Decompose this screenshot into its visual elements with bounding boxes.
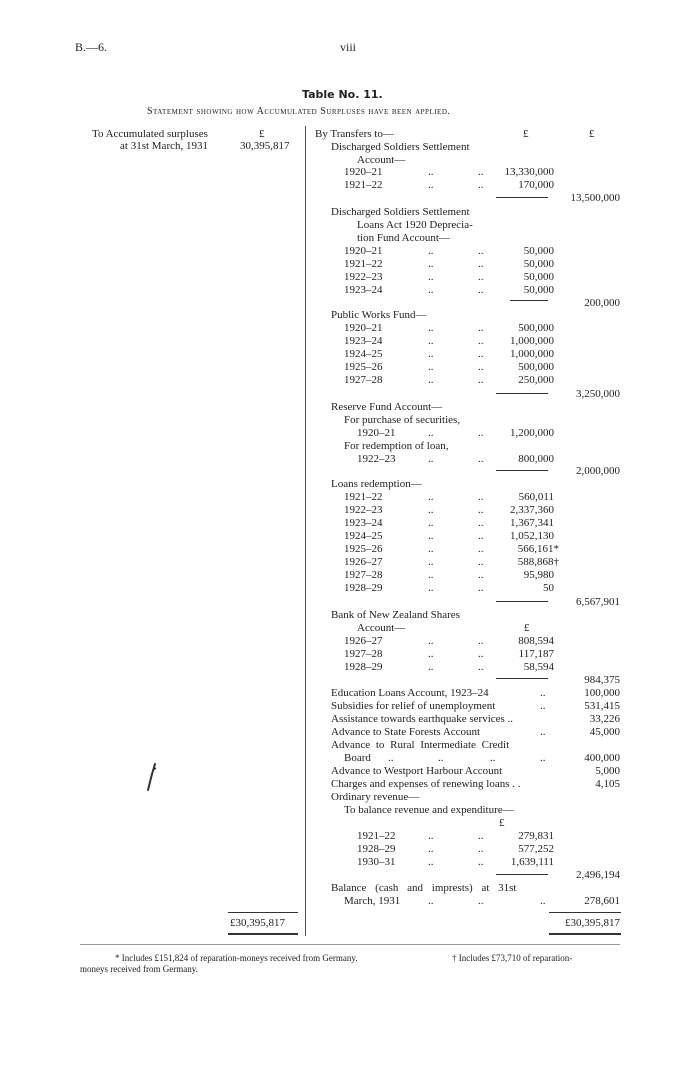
dss-row-dots: .. (478, 179, 484, 191)
dssl-row-amount: 50,000 (523, 284, 554, 296)
pwf-row-dots: .. (428, 335, 434, 347)
ordinary-row-year: 1928–29 (357, 843, 396, 855)
pwf-row-year: 1920–21 (344, 322, 383, 334)
left-line-1: To Accumulated surpluses (92, 128, 208, 140)
bnz-row-dots: .. (428, 648, 434, 660)
by-transfers-label: By Transfers to— (315, 128, 394, 140)
rural-credit-amount: 400,000 (584, 752, 620, 764)
table-title: Table No. 11. (302, 88, 383, 101)
bnz-row-dots: .. (478, 648, 484, 660)
ordinary-heading: Ordinary revenue— (331, 791, 420, 803)
right-total-rule-top (549, 912, 621, 913)
misc-label: Assistance towards earthquake services .. (331, 713, 514, 725)
lr-row-amount: 566,161* (517, 543, 559, 555)
rfa-subtotal-rule (496, 470, 548, 471)
lr-row-dots: .. (428, 582, 434, 594)
ordinary-row-year: 1930–31 (357, 856, 396, 868)
dssl-row-dots: .. (428, 258, 434, 270)
rural-dots: .. (438, 752, 444, 764)
dssl-row-year: 1922–23 (344, 271, 383, 283)
bnz-row-amount: 117,187 (518, 648, 554, 660)
pwf-row-dots: .. (478, 335, 484, 347)
dssl-row-year: 1923–24 (344, 284, 383, 296)
ordinary-total: 2,496,194 (576, 869, 620, 881)
dssl-row-amount: 50,000 (523, 245, 554, 257)
dssl-row-year: 1920–21 (344, 245, 383, 257)
rfa-purchase-amount: 1,200,000 (510, 427, 554, 439)
lr-row-year: 1925–26 (344, 543, 383, 555)
dssl-row-dots: .. (478, 258, 484, 270)
renewing-loans-amount: 4,105 (595, 778, 620, 790)
lr-row-amount: 588,868† (517, 556, 559, 568)
misc-amount: 33,226 (589, 713, 620, 725)
dssl-row-year: 1921–22 (344, 258, 383, 270)
rfa-row-dots: .. (478, 453, 484, 465)
lr-row-amount: 1,367,341 (510, 517, 554, 529)
pwf-row-dots: .. (428, 374, 434, 386)
lr-total: 6,567,901 (576, 596, 620, 608)
lr-row-dots: .. (478, 491, 484, 503)
misc-label: Education Loans Account, 1923–24 (331, 687, 489, 699)
left-total: £30,395,817 (230, 917, 285, 929)
renewing-loans-label: Charges and expenses of renewing loans . . (331, 778, 521, 790)
pwf-row-year: 1927–28 (344, 374, 383, 386)
lr-row-amount: 2,337,360 (510, 504, 554, 516)
balance-label-1: Balance (cash and imprests) at 31st (331, 882, 517, 894)
dss-row-amount: 13,330,000 (504, 166, 554, 178)
pwf-row-dots: .. (428, 361, 434, 373)
pwf-row-dots: .. (478, 374, 484, 386)
dssl-heading-1: Discharged Soldiers Settlement (331, 206, 470, 218)
lr-row-dots: .. (478, 569, 484, 581)
pwf-row-year: 1925–26 (344, 361, 383, 373)
ordinary-subheading: To balance revenue and expenditure— (344, 804, 514, 816)
left-total-rule-top (228, 912, 298, 913)
lr-row-year: 1927–28 (344, 569, 383, 581)
ordinary-row-year: 1921–22 (357, 830, 396, 842)
lr-row-dots: .. (428, 491, 434, 503)
bnz-row-dots: .. (428, 661, 434, 673)
lr-row-dots: .. (478, 504, 484, 516)
pwf-row-year: 1923–24 (344, 335, 383, 347)
ordinary-row-dots: .. (428, 856, 434, 868)
misc-label: Advance to State Forests Account (331, 726, 481, 738)
rural-credit-label-2: Board (344, 752, 371, 764)
rfa-row-dots: .. (428, 453, 434, 465)
table-subtitle: Statement showing how Accumulated Surpluses have been applied. (147, 106, 451, 117)
bnz-row-year: 1928–29 (344, 661, 383, 673)
bnz-subtotal-rule (496, 678, 548, 679)
pwf-row-amount: 500,000 (518, 361, 554, 373)
rfa-total: 2,000,000 (576, 465, 620, 477)
pwf-row-amount: 1,000,000 (510, 348, 554, 360)
dss-row-year: 1921–22 (344, 179, 383, 191)
dss-row-dots: .. (428, 166, 434, 178)
lr-row-dots: .. (478, 517, 484, 529)
ordinary-row-dots: .. (428, 830, 434, 842)
lr-row-dots: .. (478, 530, 484, 542)
pwf-subtotal-rule (496, 393, 548, 394)
rfa-redemption-amount: 800,000 (518, 453, 554, 465)
dssl-row-amount: 50,000 (523, 271, 554, 283)
pwf-row-dots: .. (478, 322, 484, 334)
dssl-row-dots: .. (478, 245, 484, 257)
ink-mark-icon (145, 762, 159, 792)
pwf-row-amount: 500,000 (518, 322, 554, 334)
lr-row-dots: .. (428, 504, 434, 516)
ordinary-row-dots: .. (478, 843, 484, 855)
dss-row-dots: .. (428, 179, 434, 191)
bnz-row-amount: 58,594 (523, 661, 554, 673)
ordinary-row-dots: .. (478, 830, 484, 842)
left-total-rule-bottom (228, 933, 298, 935)
bnz-row-dots: .. (478, 661, 484, 673)
footnote-star: * Includes £151,824 of reparation-moneys received from Germany. (115, 953, 358, 963)
lr-row-dots: .. (428, 556, 434, 568)
dssl-row-dots: .. (428, 271, 434, 283)
ordinary-pound: £ (499, 817, 505, 829)
ordinary-row-dots: .. (428, 843, 434, 855)
lr-row-year: 1924–25 (344, 530, 383, 542)
footnote-dagger: † Includes £73,710 of reparation- (452, 953, 573, 963)
pwf-total: 3,250,000 (576, 388, 620, 400)
pwf-row-amount: 1,000,000 (510, 335, 554, 347)
bnz-row-dots: .. (478, 635, 484, 647)
document-reference: B.—6. (75, 40, 108, 54)
bnz-row-year: 1927–28 (344, 648, 383, 660)
right-total: £30,395,817 (565, 917, 620, 929)
bnz-pound: £ (524, 622, 530, 634)
dss-heading-1: Discharged Soldiers Settlement (331, 141, 470, 153)
lr-row-dots: .. (478, 543, 484, 555)
left-pound: £ (259, 128, 265, 140)
pwf-row-amount: 250,000 (518, 374, 554, 386)
balance-amount: 278,601 (584, 895, 620, 907)
footnote-rule (80, 944, 620, 945)
misc-amount: 531,415 (584, 700, 620, 712)
lr-row-year: 1921–22 (344, 491, 383, 503)
lr-row-amount: 1,052,130 (510, 530, 554, 542)
dss-row-amount: 170,000 (518, 179, 554, 191)
col-pound-1: £ (523, 128, 529, 140)
rfa-row-dots: .. (428, 427, 434, 439)
dssl-heading-2: Loans Act 1920 Deprecia- (357, 219, 473, 231)
lr-heading: Loans redemption— (331, 478, 422, 490)
footnote-continuation: moneys received from Germany. (80, 964, 198, 974)
misc-dots: .. (540, 700, 546, 712)
rfa-redemption-label: For redemption of loan, (344, 440, 449, 452)
bnz-heading-1: Bank of New Zealand Shares (331, 609, 460, 621)
dssl-subtotal-rule (510, 300, 548, 301)
lr-row-amount: 50 (543, 582, 554, 594)
dss-row-dots: .. (478, 166, 484, 178)
pwf-row-year: 1924–25 (344, 348, 383, 360)
rfa-purchase-year: 1920–21 (357, 427, 396, 439)
rural-credit-label-1: Advance to Rural Intermediate Credit (331, 739, 510, 751)
lr-row-year: 1922–23 (344, 504, 383, 516)
lr-row-year: 1923–24 (344, 517, 383, 529)
dssl-row-dots: .. (428, 245, 434, 257)
westport-amount: 5,000 (595, 765, 620, 777)
left-line-2: at 31st March, 1931 (120, 140, 208, 152)
dssl-row-dots: .. (478, 284, 484, 296)
balance-label-2: March, 1931 (344, 895, 401, 907)
bnz-heading-2: Account— (357, 622, 406, 634)
lr-row-amount: 560,011 (518, 491, 554, 503)
balance-dots: .. (428, 895, 434, 907)
lr-row-dots: .. (428, 569, 434, 581)
westport-label: Advance to Westport Harbour Account (331, 765, 503, 777)
misc-amount: 45,000 (589, 726, 620, 738)
bnz-row-amount: 808,594 (518, 635, 554, 647)
rfa-redemption-year: 1922–23 (357, 453, 396, 465)
left-amount: 30,395,817 (240, 140, 290, 152)
dssl-row-dots: .. (428, 284, 434, 296)
pwf-row-dots: .. (428, 322, 434, 334)
bnz-row-dots: .. (428, 635, 434, 647)
ordinary-row-amount: 1,639,111 (510, 856, 554, 868)
pwf-row-dots: .. (428, 348, 434, 360)
misc-label: Subsidies for relief of unemployment (331, 700, 496, 712)
ordinary-row-amount: 577,252 (518, 843, 554, 855)
ordinary-subtotal-rule (496, 874, 548, 875)
pwf-row-dots: .. (478, 361, 484, 373)
misc-dots: .. (540, 726, 546, 738)
dssl-heading-3: tion Fund Account— (357, 232, 450, 244)
rural-dots: .. (388, 752, 394, 764)
balance-dots: .. (540, 895, 546, 907)
misc-amount: 100,000 (584, 687, 620, 699)
lr-row-year: 1928–29 (344, 582, 383, 594)
dss-heading-2: Account— (357, 154, 406, 166)
lr-subtotal-rule (496, 601, 548, 602)
right-total-rule-bottom (549, 933, 621, 935)
rfa-heading: Reserve Fund Account— (331, 401, 443, 413)
dss-row-year: 1920–21 (344, 166, 383, 178)
lr-row-dots: .. (428, 543, 434, 555)
balance-dots: .. (478, 895, 484, 907)
page-number: viii (340, 40, 357, 54)
lr-row-dots: .. (428, 517, 434, 529)
rfa-row-dots: .. (478, 427, 484, 439)
dssl-row-amount: 50,000 (523, 258, 554, 270)
rfa-purchase-label: For purchase of securities, (344, 414, 461, 426)
bnz-total: 984,375 (584, 674, 620, 686)
dss-total: 13,500,000 (570, 192, 620, 204)
col-pound-2: £ (589, 128, 595, 140)
column-divider (305, 126, 306, 936)
ordinary-row-amount: 279,831 (518, 830, 554, 842)
dssl-row-dots: .. (478, 271, 484, 283)
lr-row-dots: .. (478, 582, 484, 594)
lr-row-year: 1926–27 (344, 556, 383, 568)
rural-dots: .. (540, 752, 546, 764)
pwf-heading: Public Works Fund— (331, 309, 427, 321)
pwf-row-dots: .. (478, 348, 484, 360)
bnz-row-year: 1926–27 (344, 635, 383, 647)
rural-dots: .. (490, 752, 496, 764)
dss-subtotal-rule (496, 197, 548, 198)
misc-dots: .. (540, 687, 546, 699)
dssl-total: 200,000 (584, 297, 620, 309)
lr-row-dots: .. (478, 556, 484, 568)
lr-row-dots: .. (428, 530, 434, 542)
lr-row-amount: 95,980 (523, 569, 554, 581)
ordinary-row-dots: .. (478, 856, 484, 868)
